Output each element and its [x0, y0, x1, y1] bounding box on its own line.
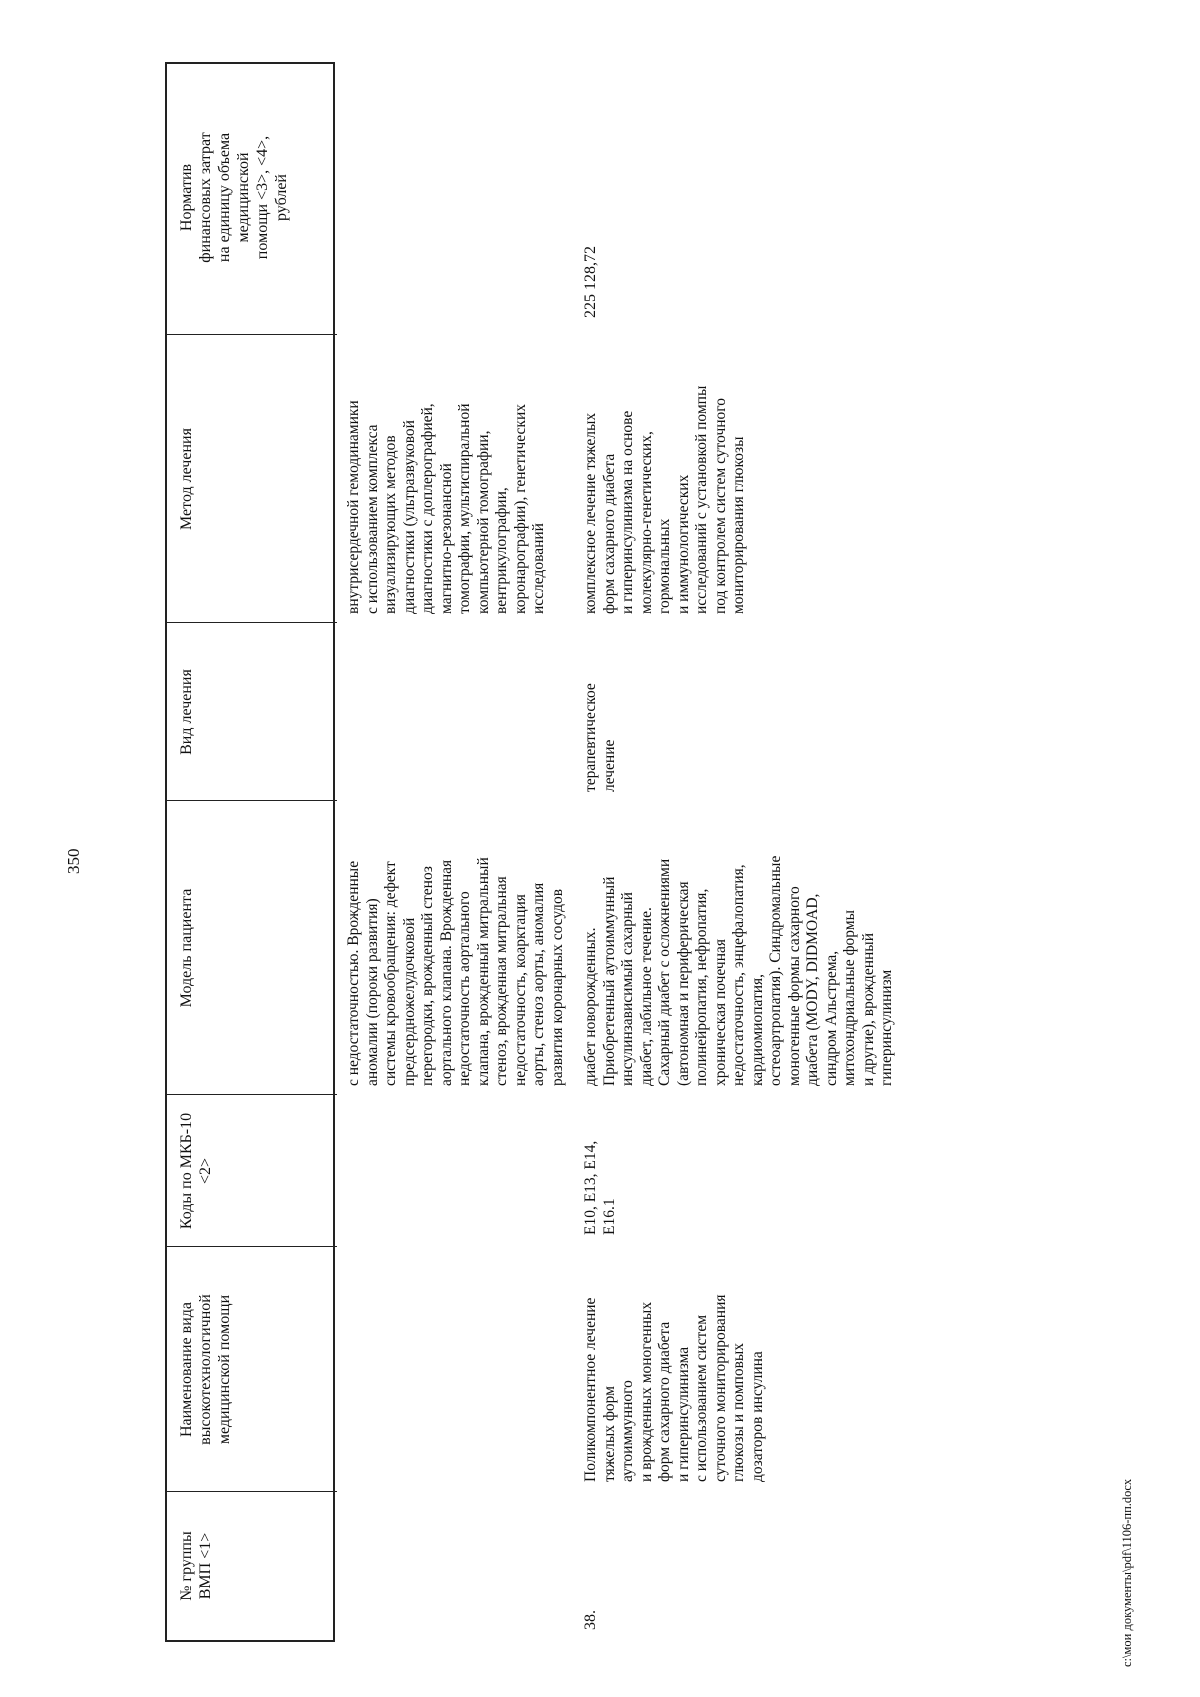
table-header-row [165, 62, 335, 1642]
column-header-treatment-type: Вид лечения [178, 669, 195, 755]
vmp-table [165, 62, 1175, 1642]
column-header-codes: Коды по МКБ-10 <2> [178, 1112, 214, 1230]
page-number: 350 [64, 848, 83, 874]
column-header-patient-model: Модель пациента [178, 888, 195, 1008]
column-header-name: Наименование вида высокотехнологичной медицинской помощи [178, 1294, 233, 1445]
cell-group-number: 38. [582, 1610, 599, 1630]
column-header-method: Метод лечения [178, 428, 195, 530]
cell-vmp-name: Поликомпонентное лечение тяжелых форм аутоиммунного и врожденных моногенных форм сахарного диабета и гиперинсулинизма с использованием систем суточного мониторирования глюкозы и помповых дозаторов инсулина [582, 1294, 766, 1482]
column-header-norm: Норматив финансовых затрат на единицу объема медицинской помощи <3>, <4>, рублей [178, 132, 290, 263]
column-header-group: № группы ВМП <1> [178, 1531, 214, 1601]
cell-icd-codes: E10, E13, E14, E16.1 [582, 1140, 618, 1235]
cell-patient-model: с недостаточностью. Врожденные аномалии (пороки развития) системы кровообращения: дефект предсердножелудочковой перегородки, врожденный стеноз аортального клапана. Врожденная недостаточность аортального клапана, врожденный митральный стеноз, врожденная митральная недостаточность, коарктация аорты, стеноз аорты, аномалия развития коронарных сосудов [345, 857, 566, 1086]
cell-patient-model: диабет новорожденных. Приобретенный аутоиммунный инсулинзависимый сахарный диабет, лабильное течение. Сахарный диабет с осложнениями (автономная и периферическая полинейропатия, нефропатия, хроническая почечная недостаточность, энцефалопатия, кардиомиопатия, остеоартропатия). Синдромальные моногенные формы сахарного диабета (MODY, DIDMOAD, синдром Альстрема, митохондриальные формы и другие), врожденный гиперинсулинизм [582, 855, 895, 1086]
cell-method: комплексное лечение тяжелых форм сахарного диабета и гиперинсулинизма на основе молекулярно-генетических, гормональных и иммунологических исследований с установкой помпы под контролем систем суточного мониторирования глюкозы [582, 385, 747, 614]
cell-cost-norm: 225 128,72 [582, 246, 599, 318]
footer-file-path: c:\мои документы\pdf\1106-пп.docx [1120, 1478, 1134, 1667]
cell-method: внутрисердечной гемодинамики с использованием комплекса визуализирующих методов диагностики (ультразвуковой диагностики с доплерографией, магнитно-резонансной томографии, мультиспиральной компьютерной томографии, вентрикулографии, коронарографии), генетических исследований [345, 400, 547, 614]
cell-treatment-type: терапевтическое лечение [582, 683, 618, 792]
